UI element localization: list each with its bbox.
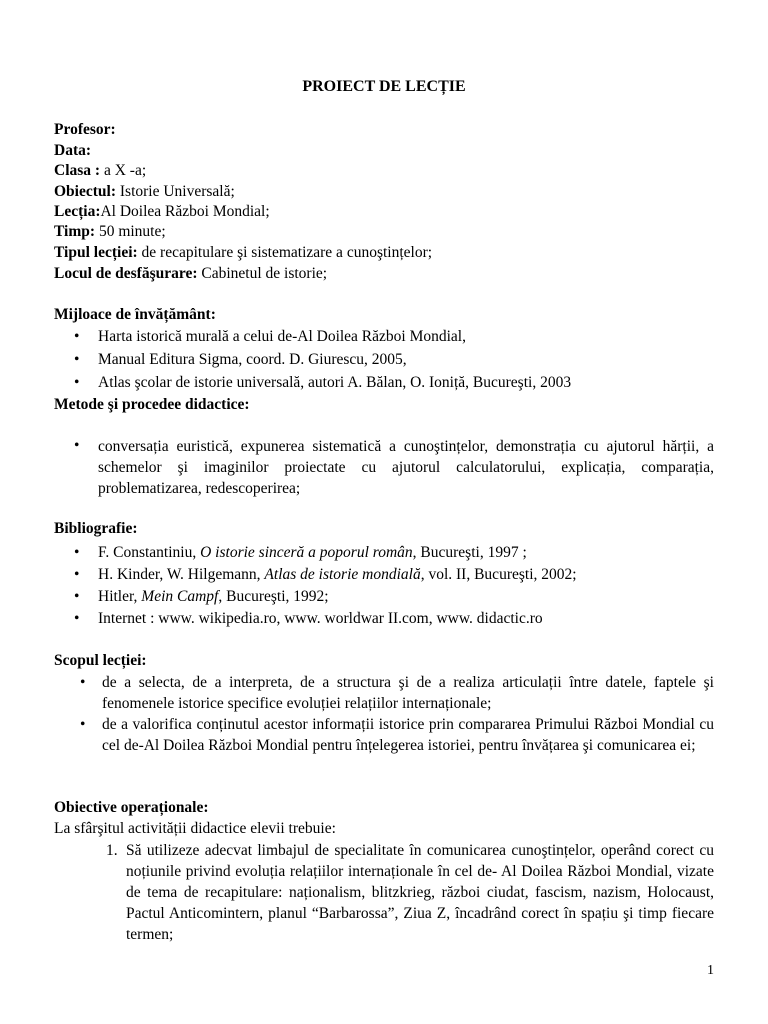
locul-label: Locul de desfăşurare: (54, 265, 198, 282)
timp-value: 50 minute; (95, 223, 166, 240)
bib-title: Mein Campf (141, 588, 219, 605)
bullet-icon: • (80, 716, 86, 733)
bib-author: Hitler, (98, 588, 142, 605)
bibliografie-heading: Bibliografie: (54, 520, 138, 537)
bullet-icon: • (74, 437, 80, 454)
bib-author: H. Kinder, W. Hilgemann, (98, 566, 265, 583)
mijloace-item: Manual Editura Sigma, coord. D. Giurescu, 2005, (98, 351, 407, 368)
locul-line (54, 264, 327, 284)
obiectul-line (54, 182, 235, 202)
mijloace-item: Harta istorică murală a celui de-Al Doilea Război Mondial, (98, 328, 466, 345)
obiectul-label: Obiectul: (54, 183, 116, 200)
obiectiv-number: 1. (106, 842, 118, 859)
bibliografie-item (98, 587, 329, 607)
mijloace-item: Atlas şcolar de istorie universală, autori A. Bălan, O. Ioniță, Bucureşti, 2003 (98, 374, 572, 391)
bullet-icon: • (74, 374, 80, 391)
bullet-icon: • (74, 544, 80, 561)
bib-author: F. Constantiniu, (98, 544, 201, 561)
obiective-heading: Obiective operaționale: (54, 799, 209, 816)
timp-label: Timp: (54, 223, 96, 240)
mijloace-heading: Mijloace de învățământ: (54, 306, 216, 323)
scopul-item: de a selecta, de a interpreta, de a structura şi de a realiza articulații între datele, faptele şi fenomenele istorice specifice evoluției relațiilor internaționale; (102, 674, 714, 712)
obiectul-value: Istorie Universală; (116, 183, 235, 200)
bullet-icon: • (74, 351, 80, 368)
bullet-icon: • (74, 588, 80, 605)
clasa-value: a X -a; (100, 162, 147, 179)
locul-value: Cabinetul de istorie; (197, 265, 328, 282)
tipul-line (54, 243, 432, 263)
bib-internet: Internet : www. wikipedia.ro, www. worldwar II.com, www. didactic.ro (98, 610, 543, 627)
clasa-label: Clasa : (54, 162, 101, 179)
bib-details: , Bucureşti, 1992; (218, 588, 329, 605)
clasa-line (54, 161, 146, 181)
bullet-icon: • (74, 610, 80, 627)
lectia-label: Lecția: (54, 203, 101, 220)
bib-details: , Bucureşti, 1997 ; (412, 544, 527, 561)
obiective-intro: La sfârşitul activității didactice elevii trebuie: (54, 820, 336, 837)
tipul-value: de recapitulare şi sistematizare a cunoştințelor; (137, 244, 433, 261)
bibliografie-item (98, 565, 577, 585)
page-title: PROIECT DE LECȚIE (302, 78, 466, 95)
timp-line (54, 222, 166, 242)
metode-item: conversația euristică, expunerea sistematică a cunoştințelor, demonstrația cu ajutorul hărții, a schemelor şi imaginilor proiectate cu ajutorul calculatorului, explicația, comparația, problematizarea, redescoperirea; (98, 438, 714, 497)
metode-heading: Metode şi procedee didactice: (54, 396, 250, 413)
bibliografie-item (98, 543, 527, 563)
bibliografie-item (98, 609, 543, 629)
lectia-line (54, 202, 270, 222)
data-label: Data: (54, 142, 92, 159)
page-number: 1 (707, 963, 714, 978)
profesor-label: Profesor: (54, 121, 116, 138)
bib-title: O istorie sinceră a poporul român (200, 544, 413, 561)
bib-title: Atlas de istorie mondială (264, 566, 421, 583)
bib-details: , vol. II, Bucureşti, 2002; (420, 566, 577, 583)
scopul-item: de a valorifica conținutul acestor informații istorice prin compararea Primului Război Mondial cu cel de-Al Doilea Război Mondial pentru înțelegerea istoriei, pentru învățarea şi comunicarea ei; (102, 716, 714, 754)
bullet-icon: • (80, 674, 86, 691)
scopul-heading: Scopul lecției: (54, 652, 147, 669)
tipul-label: Tipul lecției: (54, 244, 138, 261)
obiectiv-text: Să utilizeze adecvat limbajul de specialitate în comunicarea cunoştințelor, operând corect cu noțiunile privind evoluția relațiilor internaționale în cel de- Al Doilea Război Mondial, vizate de tema de recapitulare: naționalism, blitzkrieg, război ciudat, fascism, nazism, Holocaust, Pactul Anticomintern, planul “Barbarossa”, Ziua Z, încadrând corect în spațiu şi timp fiecare termen; (126, 842, 714, 943)
bullet-icon: • (74, 566, 80, 583)
bullet-icon: • (74, 328, 80, 345)
lectia-value: Al Doilea Război Mondial; (100, 203, 270, 220)
